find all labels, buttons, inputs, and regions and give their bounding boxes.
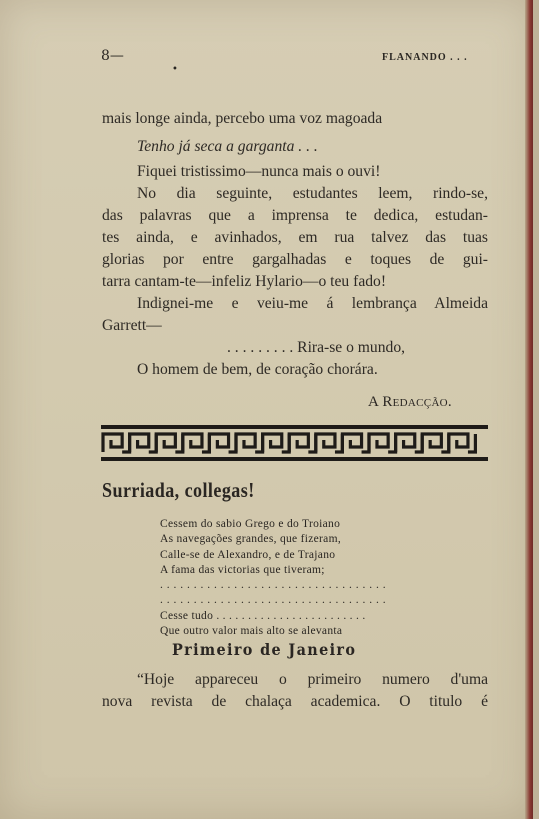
poem-verses	[160, 517, 424, 639]
verse-line: Cessem do sabio Grego e do Troiano	[160, 518, 341, 530]
greek-key-ornament	[101, 425, 488, 461]
verse-line: As navegações grandes, que fizeram,	[160, 533, 342, 546]
meander-unit	[130, 434, 157, 452]
section-heading: Primeiro de Janeiro	[172, 640, 357, 659]
article-quote-italic: Tenho já seca a garganta . . .	[137, 138, 318, 155]
article-text	[102, 108, 488, 381]
meander-unit	[183, 434, 210, 452]
meander-unit	[449, 434, 476, 452]
quoted-verse: O homem de bem, de coração chorára.	[137, 361, 378, 378]
article-line: mais longe ainda, percebo uma voz magoada	[102, 110, 383, 127]
signature: A Redacção.	[368, 394, 452, 410]
meander-unit	[316, 434, 343, 452]
meander-unit	[289, 434, 316, 452]
verse-ellipsis: . . . . . . . . . . . . . . . . . . . . . . . . . . . . . . . . . .	[160, 594, 387, 607]
news-text	[102, 669, 488, 713]
verse-ellipsis: . . . . . . . . . . . . . . . . . . . . . . . . . . . . . . . . . .	[160, 579, 387, 592]
meander-unit	[342, 434, 369, 452]
news-line: “Hoje appareceu o primeiro numero d'uma	[137, 671, 488, 688]
meander-unit	[422, 434, 449, 452]
poem-heading: Surriada, collegas!	[102, 478, 255, 502]
meander-unit	[209, 434, 236, 452]
verse-line: Calle-se de Alexandro, e de Trajano	[160, 548, 336, 561]
page-number: 8—	[101, 48, 124, 64]
article-line: tarra cantam-te—infeliz Hylario—o teu fado!	[102, 273, 387, 290]
meander-unit	[236, 434, 263, 452]
article-line: Indignei-me e veiu-me á lembrança Almeida	[137, 295, 488, 312]
ink-dot: •	[172, 64, 178, 75]
meander-unit	[103, 434, 130, 452]
quoted-verse: . . . . . . . . . Rira-se o mundo,	[227, 339, 406, 356]
article-line: Garrett—	[102, 317, 162, 334]
verse-line: Que outro valor mais alto se alevanta	[160, 625, 343, 638]
verse-line: Cesse tudo . . . . . . . . . . . . . . . . . . . . . . . .	[160, 609, 366, 622]
article-line: das palavras que a imprensa te dedica, estudan-	[102, 207, 488, 224]
news-line: nova revista de chalaça academica. O titulo é	[102, 693, 488, 710]
meander-unit	[263, 434, 290, 452]
running-title: FLANANDO . . .	[382, 52, 468, 63]
article-line: Fiquei tristissimo—nunca mais o ouvi!	[137, 163, 381, 180]
meander-unit	[369, 434, 396, 452]
page-edge	[525, 0, 533, 819]
verse-line: A fama das victorias que tiveram;	[160, 563, 325, 576]
meander-unit	[396, 434, 423, 452]
article-line: glorias por entre gargalhadas e toques de gui-	[102, 251, 488, 268]
meander-unit	[156, 434, 183, 452]
article-line: No dia seguinte, estudantes leem, rindo-se,	[137, 185, 488, 202]
article-line: tes ainda, e avinhados, em rua talvez das tuas	[102, 229, 488, 246]
